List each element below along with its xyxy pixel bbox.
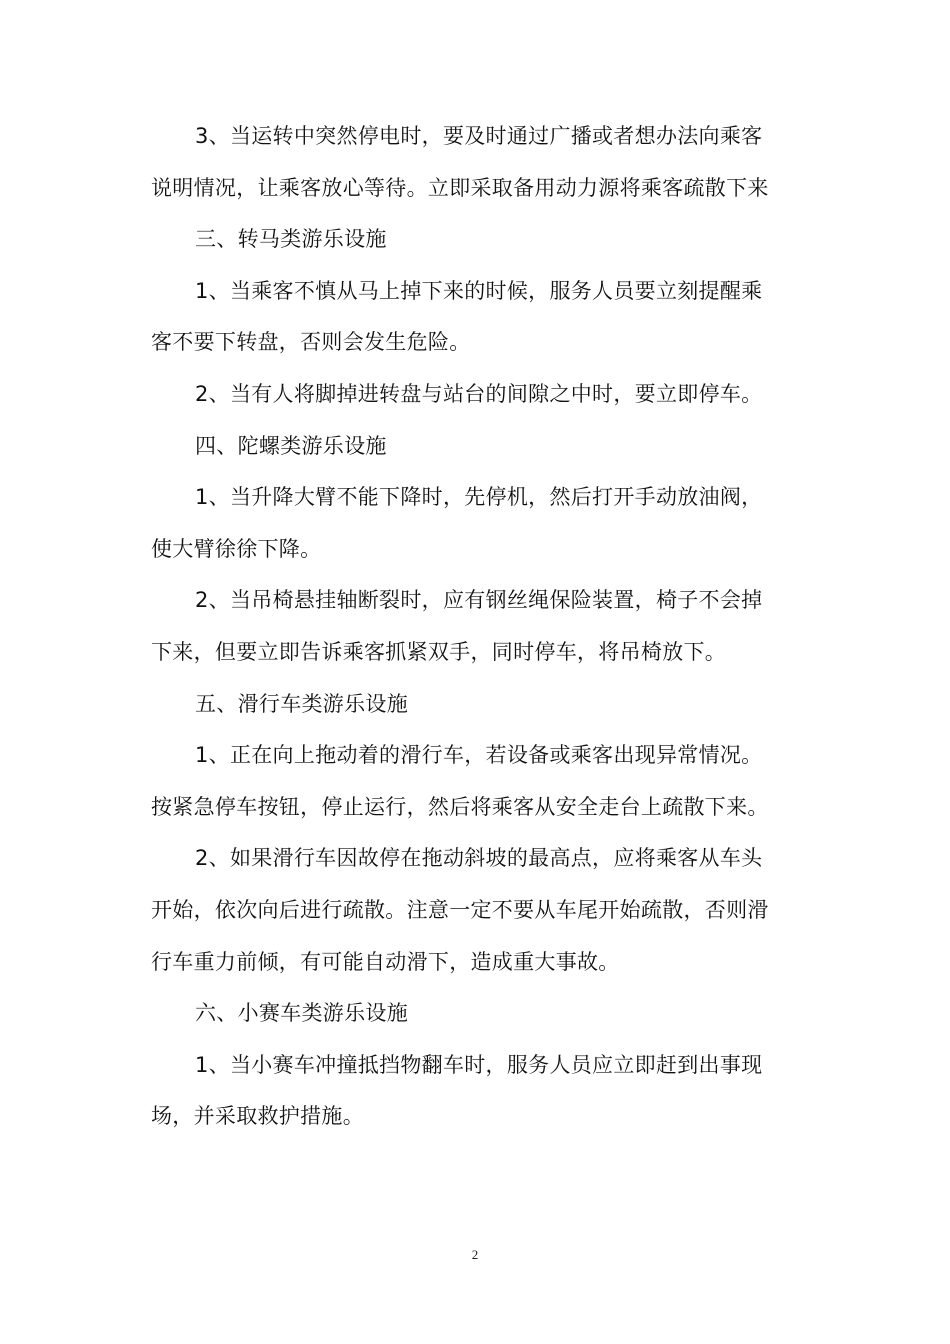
section-heading: 五、滑行车类游乐设施 (195, 691, 408, 716)
text-line: 使大臂徐徐下降。 (151, 536, 322, 561)
section-heading: 四、陀螺类游乐设施 (195, 433, 387, 458)
text-line: 下来，但要立即告诉乘客抓紧双手，同时停车，将吊椅放下。 (151, 639, 727, 664)
text-line: 2、如果滑行车因故停在拖动斜坡的最高点，应将乘客从车头 (195, 846, 763, 871)
section-heading: 三、转马类游乐设施 (195, 227, 387, 252)
text-line: 客不要下转盘，否则会发生危险。 (151, 330, 471, 355)
text-line: 开始，依次向后进行疏散。注意一定不要从车尾开始疏散，否则滑 (151, 897, 769, 922)
page-number: 2 (471, 1247, 479, 1262)
text-line: 3、当运转中突然停电时，要及时通过广播或者想办法向乘客 (195, 124, 763, 148)
text-line: 2、当吊椅悬挂轴断裂时，应有钢丝绳保险装置，椅子不会掉 (195, 588, 763, 613)
document-body (151, 111, 803, 1143)
text-line: 按紧急停车按钮，停止运行，然后将乘客从安全走台上疏散下来。 (151, 794, 769, 819)
text-line: 1、当乘客不慎从马上掉下来的时候，服务人员要立刻提醒乘 (195, 278, 763, 303)
text-line: 2、当有人将脚掉进转盘与站台的间隙之中时，要立即停车。 (195, 381, 763, 406)
text-line: 场，并采取救护措施。 (151, 1104, 364, 1129)
section-heading: 六、小赛车类游乐设施 (195, 1001, 408, 1026)
text-line: 1、正在向上拖动着的滑行车，若设备或乘客出现异常情况。 (195, 743, 763, 768)
text-line: 1、当小赛车冲撞抵挡物翻车时，服务人员应立即赶到出事现 (195, 1052, 763, 1077)
text-line: 1、当升降大臂不能下降时，先停机，然后打开手动放油阀， (195, 485, 763, 510)
text-line: 行车重力前倾，有可能自动滑下，造成重大事故。 (151, 949, 620, 974)
text-line: 说明情况，让乘客放心等待。立即采取备用动力源将乘客疏散下来 (151, 175, 769, 200)
